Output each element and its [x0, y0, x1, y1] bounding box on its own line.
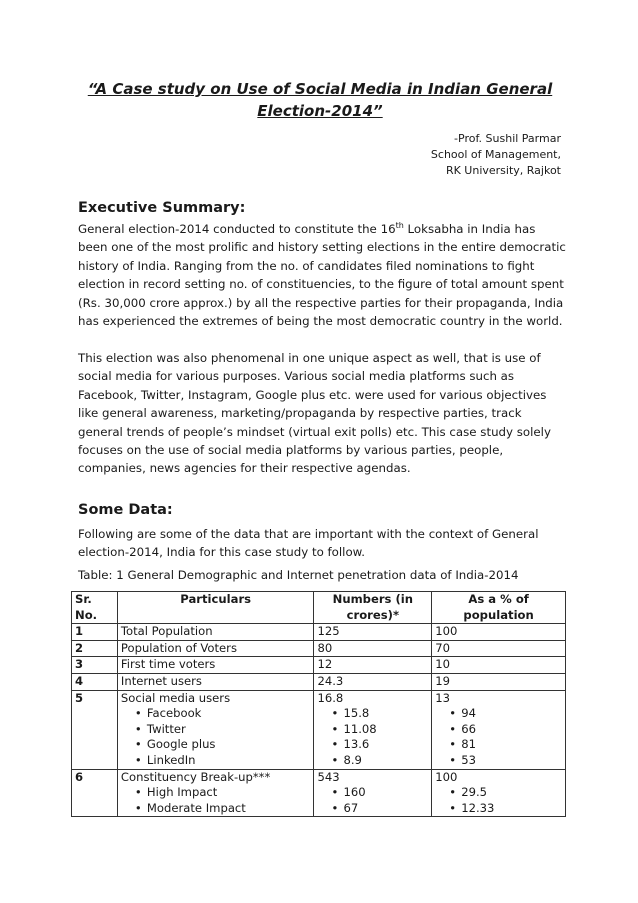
- cell-number: [314, 640, 432, 657]
- author-department: School of Management,: [430, 148, 561, 161]
- percent-value: 100: [435, 769, 458, 784]
- sub-percent-item: • 94: [435, 706, 562, 722]
- sub-percent-list: [435, 785, 562, 816]
- cell-number: [314, 673, 432, 690]
- cell-sr-no: 5: [72, 690, 118, 769]
- sub-number-item: • 8.9: [317, 753, 428, 769]
- number-value: 543: [317, 769, 340, 784]
- sub-particular-item: • LinkedIn: [121, 753, 311, 769]
- number-value: 24.3: [317, 673, 344, 688]
- sub-percent-item: • 53: [435, 753, 562, 769]
- sub-number-list: [317, 706, 428, 768]
- cell-percent: [432, 769, 566, 817]
- cell-sr-no: 6: [72, 769, 118, 817]
- para-text: General election-2014 conducted to constitute the 16: [78, 222, 396, 236]
- cell-particular: [117, 624, 314, 641]
- cell-number: [314, 769, 432, 817]
- demographic-table: [71, 591, 566, 817]
- number-value: 12: [317, 657, 333, 672]
- cell-particular: [117, 640, 314, 657]
- cell-sr-no: 4: [72, 673, 118, 690]
- header-numbers: Numbers (in crores)*: [314, 592, 432, 624]
- particular-label: Constituency Break-up***: [120, 769, 271, 784]
- table-row: [72, 769, 566, 817]
- cell-percent: [432, 657, 566, 674]
- particular-label: Social media users: [120, 690, 231, 705]
- sub-number-item: • 11.08: [317, 722, 428, 738]
- sub-percent-item: • 81: [435, 737, 562, 753]
- some-data-heading: Some Data:: [78, 502, 173, 518]
- author-university: RK University, Rajkot: [445, 164, 561, 177]
- cell-percent: [432, 673, 566, 690]
- percent-value: 10: [435, 657, 450, 672]
- number-value: 125: [317, 624, 340, 639]
- sub-percent-item: • 66: [435, 722, 562, 738]
- sub-number-item: • 67: [317, 801, 428, 817]
- title-line-2: Election-2014”: [257, 102, 383, 120]
- sub-particular-item: • Moderate Impact: [121, 801, 311, 817]
- table-row: [72, 690, 566, 769]
- percent-value: 19: [435, 673, 450, 688]
- header-percent: As a % of population: [432, 592, 566, 624]
- percent-value: 70: [435, 640, 450, 655]
- executive-summary-paragraph-1: [78, 220, 566, 330]
- cell-number: [314, 657, 432, 674]
- cell-particular: [117, 657, 314, 674]
- sub-number-list: [317, 785, 428, 816]
- para-text: Loksabha in India has been one of the most prolific and history setting elections in the entire democratic history of India. Ranging from the no. of candidates filed nominations to fight election in record setting no. of constituencies, to the figure of total amount spent (Rs. 30,000 crore approx.) by all the respective parties for their propaganda, India has experienced the extremes of being the most democratic country in the world.: [78, 222, 566, 329]
- table-body: [72, 624, 566, 817]
- sub-percent-item: • 29.5: [435, 785, 562, 801]
- cell-particular: [117, 673, 314, 690]
- sub-percent-item: • 12.33: [435, 801, 562, 817]
- sub-number-item: • 160: [317, 785, 428, 801]
- sub-particular-list: [121, 706, 311, 768]
- table-row: [72, 640, 566, 657]
- sub-particular-item: • High Impact: [121, 785, 311, 801]
- particular-label: Internet users: [120, 673, 202, 688]
- executive-summary-heading: Executive Summary:: [78, 200, 246, 216]
- superscript: th: [395, 221, 404, 231]
- sub-number-item: • 13.6: [317, 737, 428, 753]
- sub-particular-item: • Google plus: [121, 737, 311, 753]
- header-particulars: Particulars: [117, 592, 314, 624]
- table-header-row: [72, 592, 566, 624]
- percent-value: 100: [435, 624, 458, 639]
- table-row: [72, 673, 566, 690]
- cell-particular: [117, 690, 314, 769]
- cell-percent: [432, 690, 566, 769]
- author-name: -Prof. Sushil Parmar: [454, 132, 561, 145]
- particular-label: First time voters: [120, 657, 216, 672]
- sub-number-item: • 15.8: [317, 706, 428, 722]
- cell-sr-no: 2: [72, 640, 118, 657]
- header-sr-no: Sr. No.: [72, 592, 118, 624]
- cell-number: [314, 690, 432, 769]
- cell-percent: [432, 640, 566, 657]
- sub-particular-list: [121, 785, 311, 816]
- particular-label: Total Population: [120, 624, 213, 639]
- sub-particular-item: • Twitter: [121, 722, 311, 738]
- sub-particular-item: • Facebook: [121, 706, 311, 722]
- cell-percent: [432, 624, 566, 641]
- number-value: 16.8: [317, 690, 344, 705]
- sub-percent-list: [435, 706, 562, 768]
- title-line-1: “A Case study on Use of Social Media in Indian General: [87, 80, 553, 98]
- executive-summary-paragraph-2: This election was also phenomenal in one unique aspect as well, that is use of social media for various purposes. Various social media platforms such as Facebook, Twitter, Instagram, Google plus etc. were used for various objectives like general awareness, marketing/propaganda by respective parties, track general trends of people’s mindset (virtual exit polls) etc. This case study solely focuses on the use of social media platforms by various parties, people, companies, news agencies for their respective agendas.: [78, 351, 551, 476]
- cell-particular: [117, 769, 314, 817]
- document-title: [70, 78, 570, 122]
- table-row: [72, 657, 566, 674]
- table-row: [72, 624, 566, 641]
- author-block: [431, 131, 561, 179]
- cell-sr-no: 1: [72, 624, 118, 641]
- cell-number: [314, 624, 432, 641]
- number-value: 80: [317, 640, 333, 655]
- particular-label: Population of Voters: [120, 640, 237, 655]
- some-data-paragraph: Following are some of the data that are important with the context of General election-2014, India for this case study to follow.: [78, 527, 539, 560]
- table-caption: Table: 1 General Demographic and Internet penetration data of India-2014: [78, 568, 519, 582]
- percent-value: 13: [435, 690, 450, 705]
- cell-sr-no: 3: [72, 657, 118, 674]
